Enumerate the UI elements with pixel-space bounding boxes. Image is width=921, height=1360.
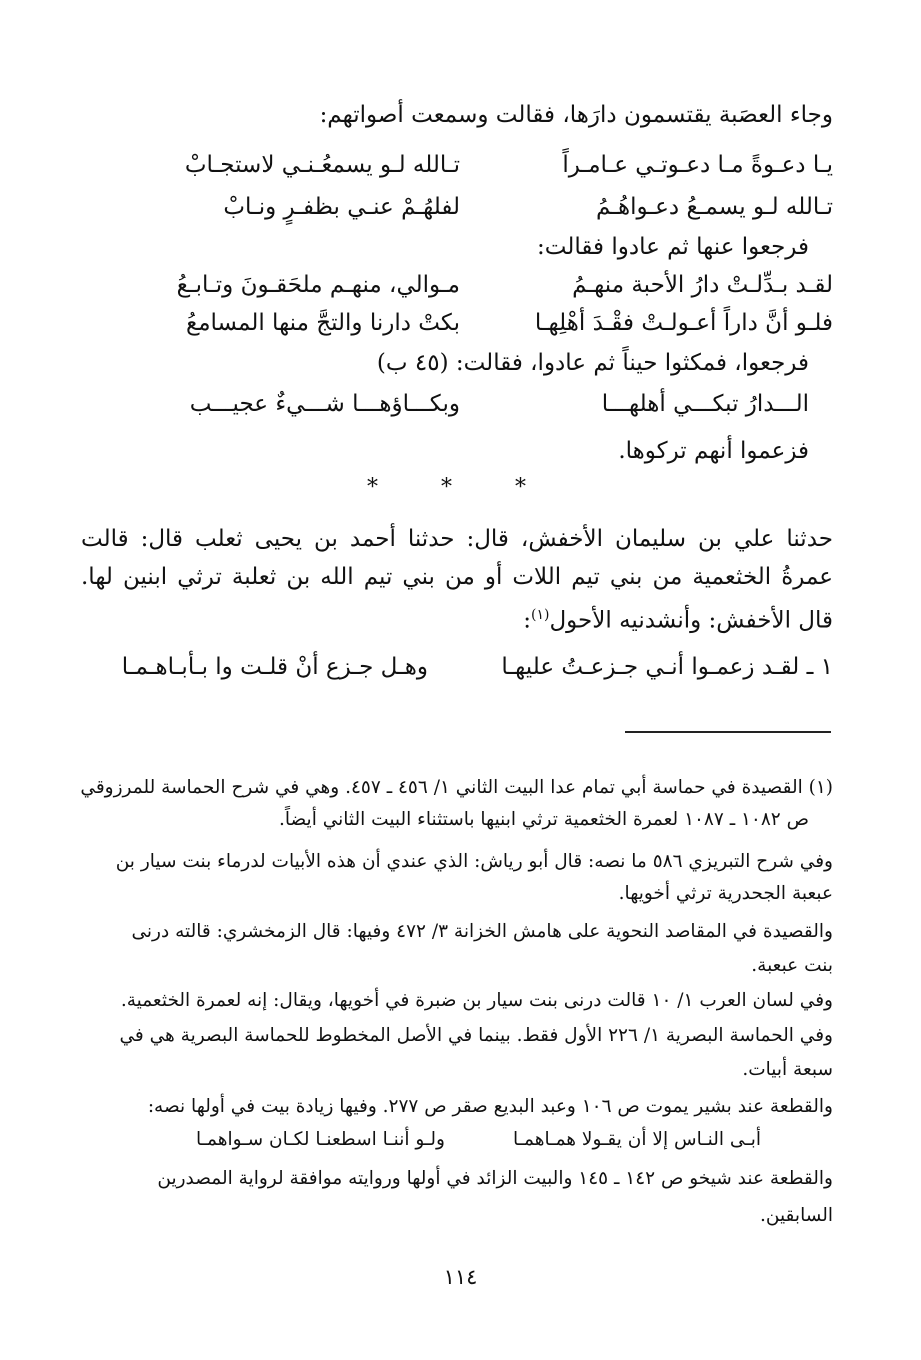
poem-verse-1-first-hemistich: ١ ـ لقـد زعمـوا أنـي جـزعـتُ عليهـا <box>501 654 833 680</box>
verse-2-first-hemistich: تـالله لـو يسمـعُ دعـواهُـمُ <box>595 194 833 220</box>
footnote-line-10: والقطعة عند بشير يموت ص ١٠٦ وعبد البديع صقر ص ٢٧٧. وفيها زيادة بيت في أولها نصه: <box>147 1096 833 1117</box>
footnote-verse-second-hemistich: ولـو أننـا اسطعنـا لكـان سـواهمـا <box>195 1129 445 1150</box>
verse-1-first-hemistich: يـا دعـوةً مـا دعـوتـي عـامـراً <box>562 152 833 178</box>
verse-2-second-hemistich: لفلهُـمْ عنـي بظفـرٍ ونـابْ <box>223 194 460 220</box>
verse-3-first-hemistich: لقـد بـدِّلـتْ دارُ الأحبة منهـمُ <box>572 272 833 298</box>
paragraph-1-end: : <box>523 607 531 634</box>
narration-line-4: فزعموا أنهم تركوها. <box>618 438 809 464</box>
verse-5-second-hemistich: وبكـــاؤهـــا شـــيءٌ عجيـــب <box>189 391 460 417</box>
page-number: ١١٤ <box>443 1265 478 1289</box>
intro-line: وجاء العصَبة يقتسمون دارَها، فقالت وسمعت أصواتهم: <box>319 102 833 128</box>
paragraph-1-text: حدثنا علي بن سليمان الأخفش، قال: حدثنا أحمد بن يحيى ثعلب قال: قالت عمرةُ الخثعمية من بني تيم اللات أو من بني تيم الله بن ثعلبة ترثي ابنين لها. قال الأخفش: وأنشدنيه الأحول <box>81 526 833 634</box>
paragraph-1 <box>81 520 833 640</box>
verse-1-second-hemistich: تـالله لـو يسمعُـنـي لاستجـابْ <box>184 152 460 178</box>
verse-4-second-hemistich: بكتْ دارنا والتجَّ منها المسامعُ <box>185 310 460 336</box>
verse-4-first-hemistich: فلـو أنَّ داراً أعـولـتْ فقْـدَ أهْلِهـا <box>534 310 833 336</box>
footnote-line-11: والقطعة عند شيخو ص ١٤٢ ـ ١٤٥ والبيت الزائد في أولها وروايته موافقة لرواية المصدرين <box>157 1168 833 1189</box>
footnote-line-5: والقصيدة في المقاصد النحوية على هامش الخزانة ٣/ ٤٧٢ وفيها: قال الزمخشري: قالته درنى <box>131 921 833 942</box>
footnote-line-1: (١) القصيدة في حماسة أبي تمام عدا البيت الثاني ١/ ٤٥٦ ـ ٤٥٧. وهي في شرح الحماسة للمرزوقي <box>80 777 833 798</box>
footnote-line-4: عبعبة الجحدرية ترثي أخويها. <box>618 883 833 904</box>
footnote-line-3: وفي شرح التبريزي ٥٨٦ ما نصه: قال أبو رياش: الذي عندي أن هذه الأبيات لدرماء بنت سيار بن <box>115 851 833 872</box>
footnote-ref-1: (١) <box>530 607 550 623</box>
footnote-line-7: وفي لسان العرب ١/ ١٠ قالت درنى بنت سيار بن ضبرة في أخويها، ويقال: إنه لعمرة الخثعمية. <box>120 990 833 1011</box>
footnote-line-8: وفي الحماسة البصرية ١/ ٢٢٦ الأول فقط. بينما في الأصل المخطوط للحماسة البصرية هي في <box>119 1025 833 1046</box>
footnote-line-2: ص ١٠٨٢ ـ ١٠٨٧ لعمرة الخثعمية ترثي ابنيها باستثناء البيت الثاني أيضاً. <box>279 809 809 830</box>
poem-verse-1-second-hemistich: وهـل جـزع أنْ قلـت وا بـأبـاهـمـا <box>121 654 428 680</box>
footnote-line-12: السابقين. <box>760 1205 833 1226</box>
footnote-line-6: بنت عبعبة. <box>751 955 833 976</box>
narration-line-2: فرجعوا عنها ثم عادوا فقالت: <box>537 234 809 260</box>
footnote-verse-first-hemistich: أبـى النـاس إلا أن يقـولا همـاهمـا <box>513 1129 761 1150</box>
verse-5-first-hemistich: الـــدارُ تبكـــي أهلهـــا <box>601 391 809 417</box>
footnote-line-9: سبعة أبيات. <box>742 1059 833 1080</box>
narration-line-3: فرجعوا، فمكثوا حيناً ثم عادوا، فقالت: (٤٥ ب) <box>376 350 809 376</box>
section-separator: * * * <box>367 475 554 500</box>
verse-3-second-hemistich: مـوالي، منهـم ملحَقـونَ وتـابـعُ <box>176 272 460 298</box>
footnote-divider <box>625 731 831 733</box>
